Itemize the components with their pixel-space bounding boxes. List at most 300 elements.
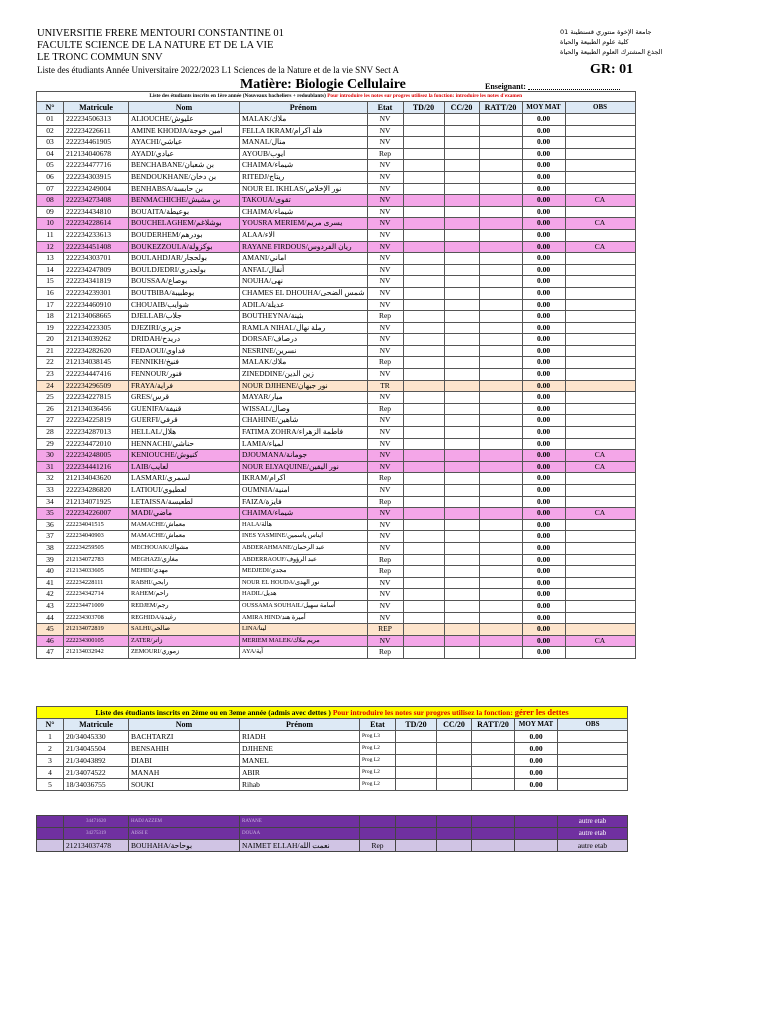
etat-cell: NV (367, 612, 403, 624)
cc-grade-cell[interactable] (444, 287, 479, 299)
matricule-cell: 212134072819 (64, 624, 129, 636)
prenom-cell: AMIRA HIND/أميرة هند (240, 612, 368, 624)
etat-cell: NV (367, 183, 403, 195)
etat-cell: NV (367, 334, 403, 346)
ratt-grade-cell[interactable] (479, 473, 522, 485)
cc-grade-cell[interactable] (444, 253, 479, 265)
cc-grade-cell[interactable] (444, 461, 479, 473)
td-grade-cell[interactable] (403, 322, 444, 334)
table-row (37, 218, 636, 230)
td-grade-cell[interactable] (403, 496, 444, 508)
cc-grade-cell[interactable] (444, 577, 479, 589)
col-etat: Etat (367, 102, 403, 114)
td-grade-cell[interactable] (396, 767, 437, 779)
cc-grade-cell[interactable] (444, 345, 479, 357)
matricule-cell: 222234471009 (64, 600, 129, 612)
ratt-grade-cell[interactable] (479, 612, 522, 624)
cc-grade-cell[interactable] (444, 473, 479, 485)
td-grade-cell[interactable] (403, 137, 444, 149)
prenom-cell: ADILA/عديلة (240, 299, 368, 311)
moy-mat-cell: 0.00 (522, 577, 565, 589)
obs-cell (565, 264, 635, 276)
row-number: 24 (37, 380, 64, 392)
matricule-cell: 18/34036755 (64, 779, 129, 791)
table-row (37, 779, 628, 791)
ratt-grade-cell[interactable] (472, 731, 515, 743)
obs-cell: autre etab (558, 816, 628, 828)
cc-grade-cell[interactable] (444, 403, 479, 415)
obs-cell: autre etab (558, 840, 628, 852)
moy-mat-cell: 0.00 (522, 114, 565, 126)
td-grade-cell[interactable] (403, 577, 444, 589)
ratt-grade-cell[interactable] (479, 403, 522, 415)
nom-cell: LASMARI/لسمري (129, 473, 240, 485)
cc-grade-cell[interactable] (444, 415, 479, 427)
ratt-grade-cell[interactable] (479, 276, 522, 288)
obs-cell (565, 334, 635, 346)
ratt-grade-cell[interactable] (479, 206, 522, 218)
matricule-cell: 222234303701 (64, 253, 129, 265)
etat-cell: NV (367, 392, 403, 404)
etat-cell: NV (367, 276, 403, 288)
table-row (37, 357, 636, 369)
ratt-grade-cell[interactable] (479, 427, 522, 439)
col-obs: OBS (558, 719, 628, 731)
td-grade-cell[interactable] (403, 287, 444, 299)
table-row (37, 755, 628, 767)
prenom-cell: RAYANE (240, 816, 360, 828)
td-grade-cell[interactable] (403, 461, 444, 473)
nom-cell: BENCHABANE/بن شعبان (129, 160, 240, 172)
matricule-cell: 222234472010 (64, 438, 129, 450)
matricule-cell: 212134043620 (64, 473, 129, 485)
matricule-cell: 222234223305 (64, 322, 129, 334)
td-grade-cell[interactable] (403, 542, 444, 554)
td-grade-cell[interactable] (403, 206, 444, 218)
cc-grade-cell[interactable] (444, 137, 479, 149)
nom-cell: DIABI (129, 755, 240, 767)
cc-grade-cell[interactable] (444, 148, 479, 160)
obs-cell (565, 229, 635, 241)
ratt-grade-cell[interactable] (479, 577, 522, 589)
ratt-grade-cell[interactable] (479, 148, 522, 160)
row-number: 44 (37, 612, 64, 624)
matricule-cell: 212134068665 (64, 311, 129, 323)
matricule-cell: 222234300105 (64, 635, 129, 647)
col-cc: CC/20 (437, 719, 472, 731)
ratt-grade-cell[interactable] (479, 566, 522, 578)
ratt-grade-cell[interactable] (479, 334, 522, 346)
prenom-cell: AMANI/اماني (240, 253, 368, 265)
cc-grade-cell[interactable] (437, 767, 472, 779)
ratt-grade-cell[interactable] (479, 171, 522, 183)
etat-cell: NV (367, 125, 403, 137)
ratt-grade-cell[interactable] (479, 229, 522, 241)
row-number: 15 (37, 276, 64, 288)
td-grade-cell[interactable] (403, 392, 444, 404)
table-row (37, 160, 636, 172)
ratt-grade-cell[interactable] (479, 137, 522, 149)
row-number: 21 (37, 345, 64, 357)
nom-cell: BENSAHIH (129, 743, 240, 755)
ratt-grade-cell[interactable] (479, 392, 522, 404)
ratt-grade-cell[interactable] (479, 241, 522, 253)
matricule-cell: 222234225819 (64, 415, 129, 427)
cc-grade-cell[interactable] (444, 635, 479, 647)
cc-grade-cell[interactable] (444, 600, 479, 612)
ratt-grade-cell[interactable] (479, 647, 522, 659)
td-grade-cell[interactable] (403, 531, 444, 543)
cc-grade-cell[interactable] (444, 624, 479, 636)
ratt-grade-cell[interactable] (479, 531, 522, 543)
arabic-department: الجذع المشترك العلوم الطبيعة والحياة (560, 48, 663, 56)
td-grade-cell[interactable] (403, 311, 444, 323)
td-grade-cell[interactable] (403, 264, 444, 276)
obs-cell (558, 779, 628, 791)
td-grade-cell[interactable] (403, 125, 444, 137)
ratt-grade-cell[interactable] (479, 438, 522, 450)
ratt-grade-cell[interactable] (479, 345, 522, 357)
matricule-cell: 222234249004 (64, 183, 129, 195)
nom-cell: BENMACHICHE/بن مشيش (129, 195, 240, 207)
moy-mat-cell: 0.00 (515, 767, 558, 779)
cc-grade-cell[interactable] (444, 427, 479, 439)
ratt-grade-cell[interactable] (479, 635, 522, 647)
moy-mat-cell: 0.00 (522, 392, 565, 404)
cc-grade-cell[interactable] (444, 612, 479, 624)
cc-grade-cell[interactable] (444, 311, 479, 323)
table-row (37, 276, 636, 288)
nom-cell: REDJEM/رجم (129, 600, 240, 612)
etat-cell: NV (367, 253, 403, 265)
cc-grade-cell[interactable] (444, 299, 479, 311)
cc-grade-cell[interactable] (444, 229, 479, 241)
td-grade-cell[interactable] (403, 171, 444, 183)
moy-mat-cell: 0.00 (522, 415, 565, 427)
ratt-grade-cell[interactable] (479, 264, 522, 276)
nom-cell: MADI/ماضي (129, 508, 240, 520)
nom-cell: SOUKI (129, 779, 240, 791)
moy-mat-cell: 0.00 (522, 589, 565, 601)
td-grade-cell[interactable] (403, 334, 444, 346)
table-row (37, 403, 636, 415)
ratt-grade-cell[interactable] (479, 357, 522, 369)
cc-grade-cell[interactable] (444, 531, 479, 543)
table-row (37, 461, 636, 473)
ratt-grade-cell[interactable] (479, 461, 522, 473)
ratt-grade-cell[interactable] (479, 195, 522, 207)
obs-cell (565, 496, 635, 508)
cc-grade-cell[interactable] (444, 554, 479, 566)
moy-mat-cell (515, 816, 558, 828)
nom-cell: AYADI/عيادي (129, 148, 240, 160)
td-grade-cell[interactable] (403, 229, 444, 241)
matricule-cell: 222234286820 (64, 485, 129, 497)
cc-grade-cell[interactable] (444, 276, 479, 288)
ratt-grade-cell[interactable] (479, 496, 522, 508)
prenom-cell: AYA/آية (240, 647, 368, 659)
td-grade-cell[interactable] (403, 450, 444, 462)
obs-cell: CA (565, 508, 635, 520)
td-grade-cell[interactable] (403, 380, 444, 392)
etat-cell: Rep (367, 403, 403, 415)
td-grade-cell[interactable] (403, 114, 444, 126)
moy-mat-cell: 0.00 (522, 276, 565, 288)
td-grade-cell[interactable] (403, 160, 444, 172)
moy-mat-cell: 0.00 (522, 334, 565, 346)
table-row (37, 635, 636, 647)
cc-grade-cell[interactable] (444, 241, 479, 253)
cc-grade-cell[interactable] (444, 496, 479, 508)
ratt-grade-cell[interactable] (479, 554, 522, 566)
moy-mat-cell: 0.00 (522, 218, 565, 230)
row-number: 28 (37, 427, 64, 439)
obs-cell (565, 542, 635, 554)
cc-grade-cell[interactable] (444, 589, 479, 601)
col-ratt: RATT/20 (479, 102, 522, 114)
td-grade-cell[interactable] (403, 253, 444, 265)
row-number: 31 (37, 461, 64, 473)
nom-cell: BOUDERHEM/بودرهم (129, 229, 240, 241)
ratt-grade-cell[interactable] (479, 287, 522, 299)
cc-grade-cell[interactable] (444, 392, 479, 404)
row-number: 5 (37, 779, 64, 791)
td-grade-cell[interactable] (403, 566, 444, 578)
td-grade-cell[interactable] (403, 183, 444, 195)
cc-grade-cell[interactable] (444, 566, 479, 578)
ratt-grade-cell[interactable] (472, 779, 515, 791)
ratt-grade-cell[interactable] (479, 218, 522, 230)
ratt-grade-cell[interactable] (479, 589, 522, 601)
cc-grade-cell[interactable] (444, 508, 479, 520)
moy-mat-cell: 0.00 (522, 647, 565, 659)
ratt-grade-cell[interactable] (479, 380, 522, 392)
prenom-cell: HALA/هالة (240, 519, 368, 531)
cc-grade-cell[interactable] (444, 542, 479, 554)
ratt-grade-cell[interactable] (479, 450, 522, 462)
ratt-grade-cell[interactable] (479, 542, 522, 554)
etat-cell (360, 816, 396, 828)
cc-grade-cell[interactable] (444, 160, 479, 172)
row-number: 10 (37, 218, 64, 230)
obs-cell (565, 612, 635, 624)
td-grade-cell[interactable] (403, 276, 444, 288)
cc-grade-cell[interactable] (437, 755, 472, 767)
td-grade-cell[interactable] (403, 438, 444, 450)
cc-grade-cell[interactable] (437, 731, 472, 743)
td-grade-cell[interactable] (403, 427, 444, 439)
cc-grade-cell[interactable] (444, 206, 479, 218)
td-grade-cell[interactable] (403, 519, 444, 531)
cc-grade-cell[interactable] (444, 357, 479, 369)
td-grade-cell[interactable] (403, 415, 444, 427)
cc-grade-cell[interactable] (444, 195, 479, 207)
moy-mat-cell: 0.00 (522, 160, 565, 172)
prenom-cell: TAKOUA/تقوى (240, 195, 368, 207)
prenom-cell: INES YASMINE/ايناس ياسمين (240, 531, 368, 543)
td-grade-cell[interactable] (396, 731, 437, 743)
prenom-cell: Rihab (240, 779, 360, 791)
moy-mat-cell: 0.00 (522, 345, 565, 357)
ratt-grade-cell[interactable] (479, 299, 522, 311)
nom-cell: BOULDJEDRI/بولجدري (129, 264, 240, 276)
obs-cell (565, 577, 635, 589)
cc-grade-cell[interactable] (444, 125, 479, 137)
obs-cell (565, 566, 635, 578)
moy-mat-cell: 0.00 (522, 322, 565, 334)
ratt-grade-cell[interactable] (479, 369, 522, 381)
cc-grade-cell[interactable] (444, 264, 479, 276)
row-number: 18 (37, 311, 64, 323)
table-row (37, 322, 636, 334)
td-grade-cell[interactable] (403, 647, 444, 659)
td-grade-cell[interactable] (403, 485, 444, 497)
cc-grade-cell[interactable] (444, 334, 479, 346)
prenom-cell: MAYAR/ميار (240, 392, 368, 404)
td-grade-cell[interactable] (403, 369, 444, 381)
td-grade-cell[interactable] (403, 473, 444, 485)
department-name: LE TRONC COMMUN SNV (37, 52, 163, 63)
td-grade-cell[interactable] (403, 357, 444, 369)
td-grade-cell[interactable] (403, 403, 444, 415)
td-grade-cell[interactable] (396, 743, 437, 755)
ratt-grade-cell[interactable] (479, 125, 522, 137)
ratt-grade-cell[interactable] (479, 253, 522, 265)
university-name: UNIVERSITIE FRERE MENTOURI CONSTANTINE 01 (37, 28, 284, 39)
cc-grade-cell[interactable] (444, 450, 479, 462)
moy-mat-cell: 0.00 (522, 311, 565, 323)
matricule-cell: 222234460910 (64, 299, 129, 311)
matricule-cell: 21/34074522 (64, 767, 129, 779)
row-number (37, 828, 64, 840)
cc-grade-cell[interactable] (444, 171, 479, 183)
ratt-grade-cell[interactable] (479, 508, 522, 520)
table-row (37, 438, 636, 450)
table-row (37, 369, 636, 381)
row-number: 19 (37, 322, 64, 334)
ratt-grade-cell[interactable] (479, 415, 522, 427)
students-table-debts (36, 706, 628, 791)
cc-grade-cell[interactable] (444, 438, 479, 450)
ratt-grade-cell[interactable] (479, 624, 522, 636)
matricule-cell: 222234228111 (64, 577, 129, 589)
matricule-cell: 222234441216 (64, 461, 129, 473)
ratt-grade-cell[interactable] (479, 485, 522, 497)
table-row (37, 345, 636, 357)
table-row (37, 380, 636, 392)
td-grade-cell[interactable] (403, 345, 444, 357)
ratt-grade-cell[interactable] (479, 183, 522, 195)
table-row (37, 334, 636, 346)
table-row (37, 427, 636, 439)
td-grade-cell[interactable] (403, 508, 444, 520)
table-row (37, 612, 636, 624)
moy-mat-cell: 0.00 (515, 731, 558, 743)
td-grade-cell[interactable] (403, 241, 444, 253)
obs-cell: CA (565, 461, 635, 473)
table-row (37, 647, 636, 659)
td-grade-cell[interactable] (403, 612, 444, 624)
obs-cell: autre etab (558, 828, 628, 840)
cc-grade-cell[interactable] (444, 322, 479, 334)
obs-cell (565, 392, 635, 404)
td-grade-cell[interactable] (396, 779, 437, 791)
ratt-grade-cell[interactable] (479, 322, 522, 334)
row-number: 45 (37, 624, 64, 636)
nom-cell: FEDAOUI/فداوي (129, 345, 240, 357)
ratt-grade-cell[interactable] (472, 743, 515, 755)
td-grade-cell[interactable] (403, 148, 444, 160)
obs-cell (558, 755, 628, 767)
cc-grade-cell[interactable] (437, 743, 472, 755)
obs-cell (565, 403, 635, 415)
cc-grade-cell[interactable] (444, 380, 479, 392)
ratt-grade-cell[interactable] (472, 767, 515, 779)
moy-mat-cell: 0.00 (522, 635, 565, 647)
td-grade-cell[interactable] (403, 299, 444, 311)
matricule-cell: 222234342714 (64, 589, 129, 601)
prenom-cell: OUSSAMA SOUHAIL/أسامة سهيل (240, 600, 368, 612)
td-grade-cell[interactable] (396, 755, 437, 767)
row-number: 42 (37, 589, 64, 601)
matricule-cell: 20/34045330 (64, 731, 129, 743)
nom-cell: MECHOUAK/مشواك (129, 542, 240, 554)
cc-grade-cell[interactable] (444, 519, 479, 531)
nom-cell: HENNACHI/حناشي (129, 438, 240, 450)
col-nom: Nom (129, 719, 240, 731)
row-number: 07 (37, 183, 64, 195)
moy-mat-cell: 0.00 (522, 531, 565, 543)
list-subtitle: Liste des étudiants Année Universitaire 2022/2023 L1 Sciences de la Nature et de la vie SNV Sect A (37, 65, 399, 75)
ratt-grade-cell[interactable] (479, 600, 522, 612)
etat-cell: NV (367, 508, 403, 520)
obs-cell (565, 299, 635, 311)
etat-cell: Rep (367, 473, 403, 485)
cc-grade-cell[interactable] (444, 369, 479, 381)
cc-grade-cell[interactable] (444, 114, 479, 126)
nom-cell: BOUAITA/بوعيطة (129, 206, 240, 218)
moy-mat-cell: 0.00 (522, 485, 565, 497)
td-grade-cell[interactable] (403, 624, 444, 636)
td-grade-cell[interactable] (403, 635, 444, 647)
cc-grade-cell[interactable] (437, 779, 472, 791)
td-grade-cell[interactable] (403, 600, 444, 612)
nom-cell: SALHI/صالحي (129, 624, 240, 636)
td-grade-cell[interactable] (403, 195, 444, 207)
moy-mat-cell: 0.00 (522, 264, 565, 276)
prenom-cell: WISSAL/وصال (240, 403, 368, 415)
ratt-grade-cell[interactable] (479, 114, 522, 126)
td-grade-cell[interactable] (403, 589, 444, 601)
cc-grade-cell[interactable] (444, 183, 479, 195)
nom-cell: DRIDAH/دريدح (129, 334, 240, 346)
cc-grade-cell[interactable] (444, 218, 479, 230)
obs-cell (565, 369, 635, 381)
td-grade-cell[interactable] (403, 554, 444, 566)
matricule-cell: 222234451408 (64, 241, 129, 253)
ratt-grade-cell[interactable] (472, 755, 515, 767)
matricule-cell: 212134033605 (64, 566, 129, 578)
prenom-cell: CHAMES EL DHOUHA/شمس الضحى (240, 287, 368, 299)
cc-grade-cell[interactable] (444, 647, 479, 659)
td-grade-cell[interactable] (403, 218, 444, 230)
cc-grade-cell[interactable] (444, 485, 479, 497)
table-row (37, 519, 636, 531)
table-row (37, 148, 636, 160)
ratt-grade-cell[interactable] (479, 160, 522, 172)
ratt-grade-cell[interactable] (479, 311, 522, 323)
ratt-grade-cell[interactable] (479, 519, 522, 531)
